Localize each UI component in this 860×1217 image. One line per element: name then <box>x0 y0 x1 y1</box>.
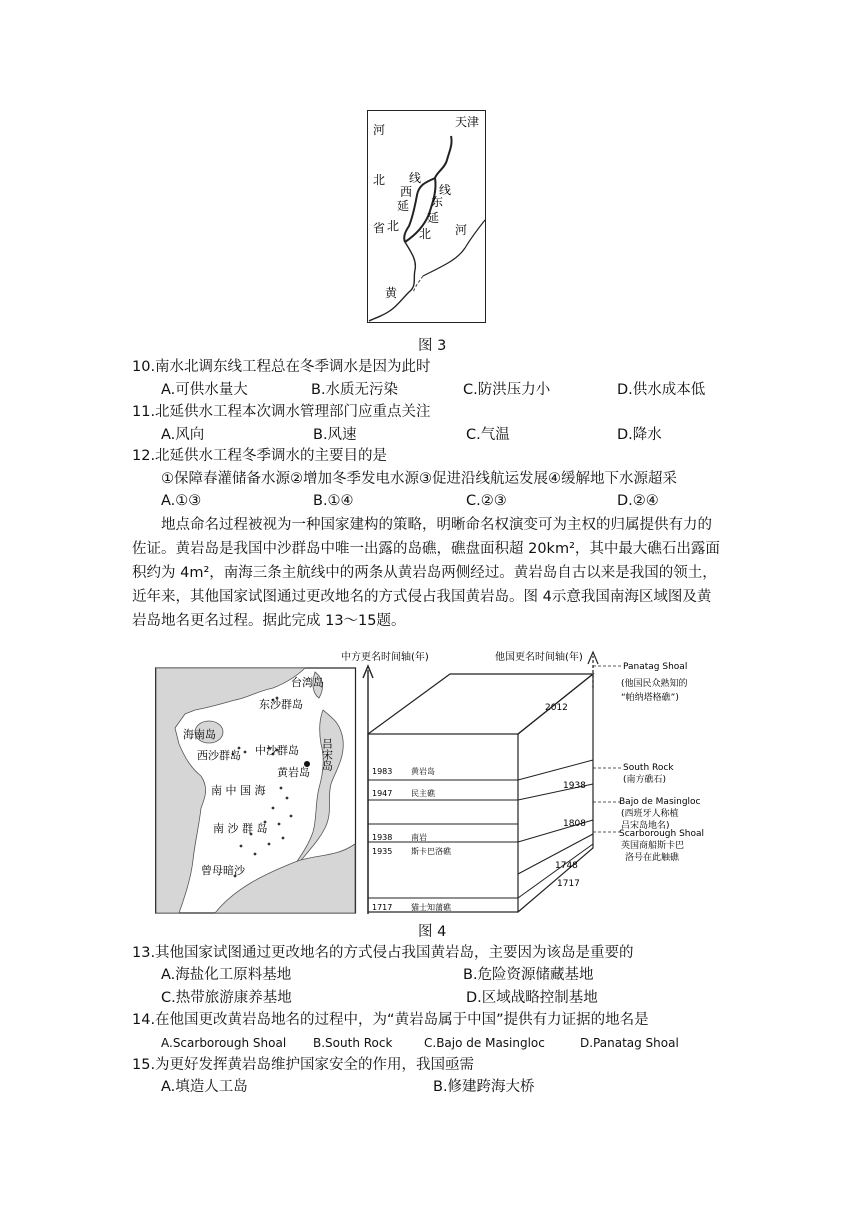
figure-3-map <box>367 110 486 323</box>
q14-option-b: B.South Rock <box>313 1036 393 1050</box>
question-10-stem: 10.南水北调东线工程总在冬季调水是因为此时 <box>132 359 431 375</box>
q13-option-b: B.危险资源储藏基地 <box>463 967 594 983</box>
cn-year-1938: 1938 <box>372 833 393 842</box>
foreign-note-bajo-2: 吕宋岛地名) <box>621 821 670 831</box>
map-label-zengmu: 曾母暗沙 <box>201 864 245 877</box>
foreign-note-southrock: (南方礁石) <box>623 775 667 785</box>
label-bei2: 北 <box>387 219 400 233</box>
foreign-name-scarborough: Scarborough Shoal <box>619 829 705 839</box>
q12-option-a: A.①③ <box>161 493 202 509</box>
foreign-note-scarborough-2: 洛号在此触礁 <box>625 853 680 863</box>
foreign-year-1808: 1808 <box>563 819 586 829</box>
label-tianjin: 天津 <box>455 115 480 129</box>
cn-name-1947: 民主礁 <box>411 789 435 798</box>
question-14-stem: 14.在他国更改黄岩岛地名的过程中，为“黄岩岛属于中国”提供有力证据的地名是 <box>132 1012 649 1028</box>
cn-year-1935: 1935 <box>372 847 393 856</box>
q10-option-b: B.水质无污染 <box>311 382 399 398</box>
foreign-year-1748: 1748 <box>555 861 578 871</box>
map-label-xisha: 西沙群岛 <box>197 749 241 762</box>
q12-items: ①保障春灌储备水源②增加冬季发电水源③促进沿线航运发展④缓解地下水源超采 <box>161 471 677 487</box>
q10-option-c: C.防洪压力小 <box>463 382 551 398</box>
passage-line-5: 岩岛地名更名过程。据此完成 13～15题。 <box>132 613 406 629</box>
figure-4-caption: 图 4 <box>418 924 447 940</box>
q14-option-a: A.Scarborough Shoal <box>161 1036 287 1050</box>
label-huang: 黄 <box>385 286 398 300</box>
label-yan1: 延 <box>397 199 410 213</box>
foreign-note-panatag-2: “帕纳塔格礁”) <box>621 693 679 703</box>
passage-line-2: 佐证。黄岩岛是我国中沙群岛中唯一出露的岛礁，礁盘面积超 20km²，其中最大礁石出露面 <box>132 541 720 557</box>
q15-option-a: A.填造人工岛 <box>161 1079 248 1095</box>
foreign-axis-title: 他国更名时间轴(年) <box>495 652 583 663</box>
cn-year-1983: 1983 <box>372 767 393 776</box>
q11-option-b: B.风速 <box>313 427 357 443</box>
map-label-taiwan: 台湾岛 <box>291 676 324 689</box>
foreign-year-1717: 1717 <box>557 879 580 889</box>
label-xian1: 线 <box>409 171 422 185</box>
q14-option-d: D.Panatag Shoal <box>580 1036 679 1050</box>
figure-4 <box>155 648 705 914</box>
label-bei3: 北 <box>419 227 432 241</box>
q11-option-d: D.降水 <box>617 427 662 443</box>
map-label-nanzhonghai: 南 中 国 海 <box>211 784 266 797</box>
passage-line-4: 近年来，其他国家试图通过更改地名的方式侵占我国黄岩岛。图 4示意我国南海区域图及黄 <box>132 589 712 605</box>
cn-name-1717: 猫士知蒲礁 <box>411 903 451 912</box>
q15-option-b: B.修建跨海大桥 <box>433 1079 535 1095</box>
label-yan2: 延 <box>427 211 440 225</box>
label-dong: 东 <box>431 195 444 209</box>
foreign-note-scarborough-1: 英国商船斯卡巴 <box>621 841 685 851</box>
cn-year-1947: 1947 <box>372 789 393 798</box>
label-xi: 西 <box>400 185 413 199</box>
label-sheng: 省 <box>373 221 386 235</box>
q12-option-c: C.②③ <box>466 493 507 509</box>
foreign-year-2012: 2012 <box>545 703 568 713</box>
figure-3 <box>367 110 486 323</box>
foreign-year-1938: 1938 <box>563 781 586 791</box>
q10-option-a: A.可供水量大 <box>161 382 248 398</box>
cn-name-1983: 黄岩岛 <box>411 767 435 776</box>
foreign-note-bajo-1: (西班牙人称植 <box>621 809 679 819</box>
cn-year-1717: 1717 <box>372 903 393 912</box>
q11-option-a: A.风向 <box>161 427 205 443</box>
q14-option-c: C.Bajo de Masingloc <box>424 1036 545 1050</box>
cn-name-1938: 南岩 <box>411 833 427 842</box>
question-13-stem: 13.其他国家试图通过更改地名的方式侵占我国黄岩岛，主要因为该岛是重要的 <box>132 945 634 961</box>
label-bei1: 北 <box>373 173 386 187</box>
q10-option-d: D.供水成本低 <box>617 382 706 398</box>
foreign-note-panatag-1: (他国民众熟知的 <box>621 679 688 689</box>
question-12-stem: 12.北延供水工程冬季调水的主要目的是 <box>132 448 388 464</box>
cn-name-1935: 斯卡巴洛礁 <box>411 847 451 856</box>
chinese-axis-title: 中方更名时间轴(年) <box>341 652 429 663</box>
label-he2: 河 <box>455 223 468 237</box>
foreign-name-panatag: Panatag Shoal <box>623 662 688 672</box>
q13-option-d: D.区域战略控制基地 <box>466 990 598 1006</box>
question-11-stem: 11.北延供水工程本次调水管理部门应重点关注 <box>132 404 431 420</box>
map-label-lvsong: 吕宋岛 <box>320 738 334 771</box>
map-label-huangyan: 黄岩岛 <box>277 766 310 779</box>
map-label-nansha: 南 沙 群 岛 <box>213 822 268 835</box>
figure-4-graphic <box>155 648 705 914</box>
label-xian2: 线 <box>439 183 452 197</box>
q12-option-b: B.①④ <box>313 493 354 509</box>
q13-option-c: C.热带旅游康养基地 <box>161 990 292 1006</box>
south-china-sea-map <box>156 668 356 913</box>
label-he1: 河 <box>373 123 386 137</box>
passage-line-1: 地点命名过程被视为一种国家建构的策略，明晰命名权演变可为主权的归属提供有力的 <box>161 517 712 533</box>
map-label-zhongsha: 中沙群岛 <box>255 744 299 757</box>
map-label-dongsha: 东沙群岛 <box>259 698 303 711</box>
map-label-hainan: 海南岛 <box>183 728 216 741</box>
q11-option-c: C.气温 <box>466 427 510 443</box>
q12-option-d: D.②④ <box>617 493 659 509</box>
q13-option-a: A.海盐化工原料基地 <box>161 967 292 983</box>
foreign-name-bajo: Bajo de Masingloc <box>619 797 701 807</box>
passage-line-3: 积约为 4m²，南海三条主航线中的两条从黄岩岛两侧经过。黄岩岛自古以来是我国的领土， <box>132 565 717 581</box>
foreign-name-southrock: South Rock <box>623 763 674 773</box>
question-15-stem: 15.为更好发挥黄岩岛维护国家安全的作用，我国亟需 <box>132 1057 475 1073</box>
figure-3-caption: 图 3 <box>418 338 447 354</box>
